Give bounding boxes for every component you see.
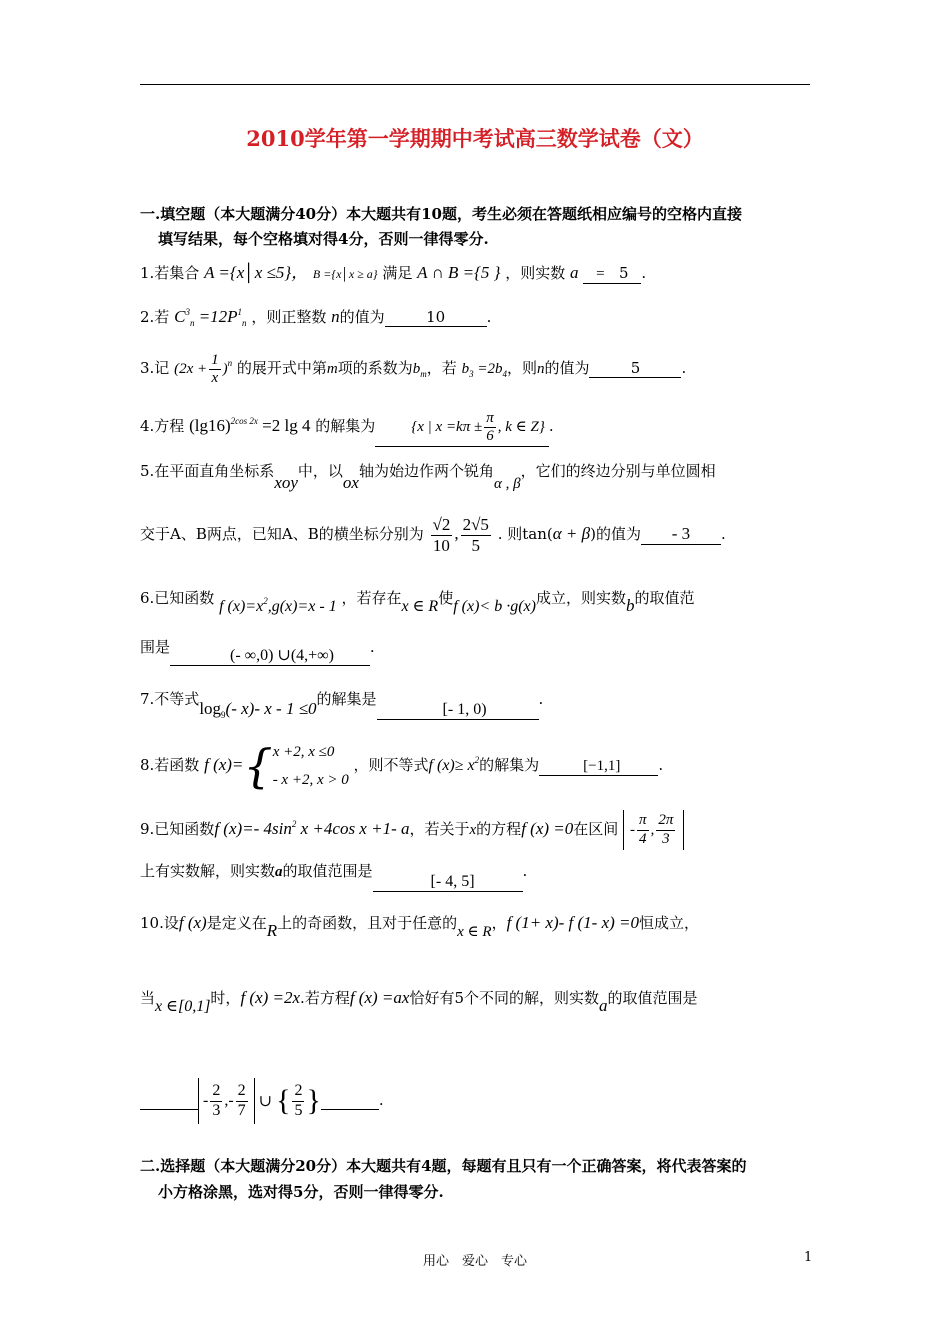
- answer-blank-left: [140, 1092, 198, 1110]
- function-def: f $(x)=x^2,g(x)=x - 1$: [219, 596, 337, 615]
- answer-blank: = 5: [583, 265, 641, 284]
- equation: $(\lg 16)^{2cos 2x} =2$ lg 4: [189, 416, 311, 436]
- page-title: 2010学年第一学期期中考试高三数学试卷（文）: [246, 126, 704, 151]
- question-9-line2: 上有实数解，则实数a的取值范围是[- 4, 5] .: [140, 862, 528, 890]
- question-9-line1: 9.已知函数f (x)=- $4\sin^2$ x +4cos x +1- a，若关于x的方程f (x) =0在区间 - $\frac{\pi}{4}$ , $\frac{2\pi}{3}$: [140, 810, 684, 850]
- section2-heading-cont: 小方格涂黑，选对得5分，否则一律得零分.: [158, 1183, 444, 1201]
- answer-blank: [- 4, 5]: [373, 873, 523, 892]
- answer-blank: [- 1, 0): [377, 701, 539, 720]
- answer-blank: {x | x =kπ ± $\frac{\pi}{6}$ , k ∈ Z}: [375, 410, 549, 447]
- combination: $C^3_n =12P^1_n$: [174, 307, 247, 328]
- answer-blank-right: [321, 1092, 379, 1110]
- inequality: $\log_9(-$ x)- x - 1 ≤0: [199, 699, 317, 720]
- question-8: 8.若函数 f (x)= { x +2, x ≤0 - x +2, x > 0 ，则不等式f $(x)\ge x^2$的解集为 [−1,1] .: [140, 739, 664, 793]
- binomial: (2x + $\frac{1}{x}$ )$^n$: [174, 352, 233, 387]
- question-10-answer: - $\frac{2}{3}$ ,- $\frac{2}{7}$ ∪ { $\frac{2}{5}$ } .: [140, 1078, 384, 1124]
- section1-heading: 一.填空题（本大题满分40分）本大题共有10题，考生必须在答题纸相应编号的空格内直接: [140, 205, 742, 223]
- page-number: 1: [804, 1250, 813, 1265]
- answer-blank: [−1,1]: [539, 758, 658, 776]
- function-def: f (x)=- $4\sin^2$ x +4cos x +1- a: [214, 819, 410, 838]
- question-6-line1: 6.已知函数 f $(x)=x^2,g(x)=x - 1$ ，若存在x ∈ R使f (x)< b ·g(x)成立，则实数b的取值范: [140, 589, 695, 615]
- section2-heading: 二.选择题（本大题满分20分）本大题共有4题，每题有且只有一个正确答案，将代表答案的: [140, 1157, 747, 1175]
- footer-motto: 用心 爱心 专心: [422, 1254, 527, 1269]
- condition: $b_3 =2b_4$: [461, 361, 507, 380]
- answer-blank: - 3: [641, 525, 721, 545]
- question-1: 1.若集合 A ={x│x ≤5}， B ={x│x ≥ a} 满足 A ∩ B ={5 } ，则实数 a = 5 .: [140, 263, 647, 282]
- interval: - $\frac{\pi}{4}$ , $\frac{2\pi}{3}$: [623, 810, 684, 850]
- answer-range: - $\frac{2}{3}$ ,- $\frac{2}{7}$ ∪ { $\frac{2}{5}$ }: [198, 1078, 321, 1124]
- header-rule: [140, 84, 810, 85]
- question-4: 4.方程 $(\lg 16)^{2cos 2x} =2$ lg 4 的解集为 {x | x =kπ ± $\frac{\pi}{6}$ , k ∈ Z} .: [140, 410, 554, 447]
- set-b: B ={x│x ≥ a}: [312, 267, 378, 281]
- question-5-line1: 5.在平面直角坐标系xoy中，以ox轴为始边作两个锐角α , β，它们的终边分别与单位圆相: [140, 462, 716, 492]
- answer-blank: (- ∞,0) ∪(4,+∞): [170, 647, 370, 666]
- section1-heading-cont: 填写结果，每个空格填对得4分，否则一律得零分.: [158, 230, 489, 248]
- set-a: A ={x│x ≤5}，: [204, 263, 309, 282]
- question-10-line1: 10.设f (x)是定义在R上的奇函数，且对于任意的x ∈ R，f (1+ x)- f (1- x) =0恒成立，: [140, 913, 700, 940]
- answer-blank: 10: [385, 309, 487, 327]
- question-10-line2: 当x ∈[0,1]时，f (x) =2x.若方程f (x) =ax恰好有5个不同的解，则实数a的取值范围是: [140, 988, 698, 1015]
- piecewise-function: { x +2, x ≤0 - x +2, x > 0: [243, 739, 349, 793]
- question-5-line2: 交于A、B两点，已知A、B的横坐标分别为 $\frac{√2}{10}$ , $\frac{2√5}{5}$ . 则tan(α + β)的值为 - 3 .: [140, 515, 726, 555]
- question-7: 7.不等式$\log_9(-$ x)- x - 1 ≤0的解集是[- 1, 0) .: [140, 690, 544, 720]
- condition: A ∩ B ={5 }: [417, 263, 501, 282]
- question-2: 2.若 $C^3_n =12P^1_n$ ，则正整数 n的值为 10 .: [140, 307, 492, 328]
- question-3: 3.记 (2x + $\frac{1}{x}$ )$^n$ 的展开式中第m项的系数为$b_m$，若 $b_3 =2b_4$，则n的值为 5 .: [140, 352, 687, 387]
- answer-blank: 5: [589, 360, 681, 378]
- question-6-line2: 围是 (- ∞,0) ∪(4,+∞) .: [140, 638, 375, 664]
